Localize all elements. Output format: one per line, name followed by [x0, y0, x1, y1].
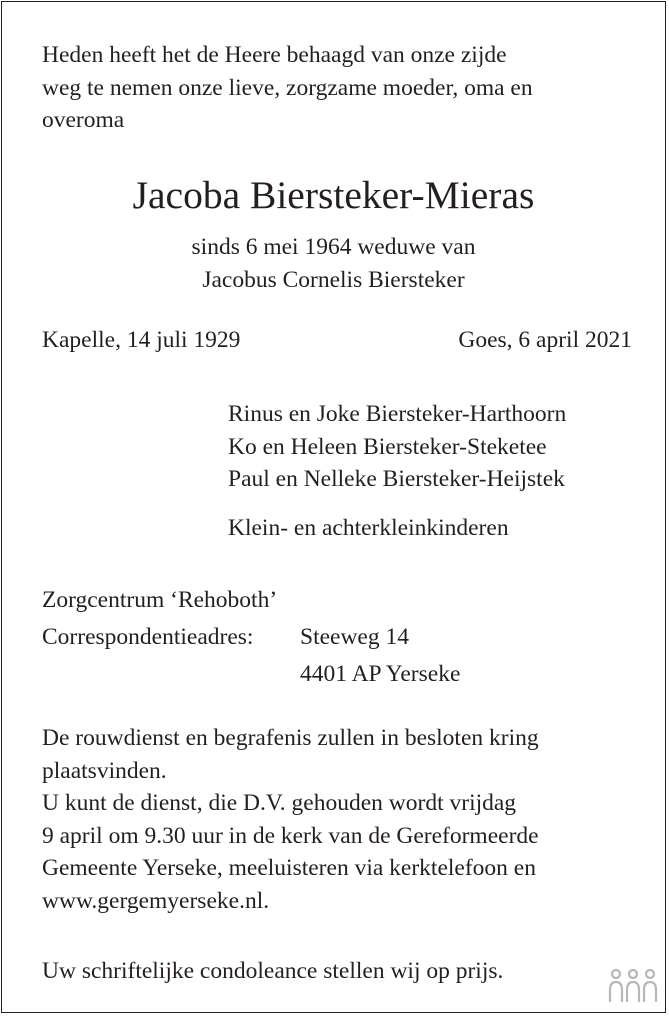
address-row	[42, 621, 642, 658]
service-line-4: 9 april om 9.30 uur in de kerk van de Gereformeerde	[42, 822, 539, 849]
widow-text	[2, 231, 665, 296]
address-label: Correspondentieadres:	[42, 624, 254, 650]
widow-line-1: sinds 6 mei 1964 weduwe van	[191, 234, 476, 260]
address-city: 4401 AP Yerseke	[300, 661, 461, 687]
closing-text: Uw schriftelijke condoleance stellen wij op prijs.	[42, 958, 504, 984]
service-line-2: plaatsvinden.	[42, 757, 167, 784]
care-home: Zorgcentrum ‘Rehoboth’	[42, 587, 278, 613]
intro-text	[42, 39, 632, 137]
obituary-card	[1, 1, 666, 1013]
care-home-row	[42, 584, 642, 621]
grandchildren-text: Klein- en achterkleinkinderen	[228, 515, 509, 541]
family-list	[228, 398, 648, 496]
service-text	[42, 722, 642, 917]
death-date: Goes, 6 april 2021	[458, 327, 632, 353]
intro-line-3: overoma	[42, 107, 125, 133]
intro-line-1: Heden heeft het de Heere behaagd van onze zijde	[42, 42, 507, 68]
address-block	[42, 584, 642, 695]
address-city-row	[42, 658, 642, 695]
family-member-2: Ko en Heleen Biersteker-Steketee	[228, 433, 547, 460]
birth-date: Kapelle, 14 juli 1929	[42, 327, 241, 353]
service-line-3: U kunt de dienst, die D.V. gehouden wordt vrijdag	[42, 790, 517, 816]
deceased-name: Jacoba Biersteker-Mieras	[132, 173, 535, 217]
intro-line-2: weg te nemen onze lieve, zorgzame moeder, oma en	[42, 74, 533, 101]
service-line-1: De rouwdienst en begrafenis zullen in besloten kring	[42, 725, 539, 751]
family-member-3: Paul en Nelleke Biersteker-Heijstek	[228, 466, 565, 492]
family-member-1: Rinus en Joke Biersteker-Harthoorn	[228, 401, 567, 427]
people-group-icon	[607, 968, 659, 1004]
service-line-6: www.gergemyerseke.nl.	[42, 887, 270, 914]
service-line-5: Gemeente Yerseke, meeluisteren via kerktelefoon en	[42, 855, 536, 881]
widow-line-2: Jacobus Cornelis Biersteker	[202, 266, 465, 293]
address-street: Steeweg 14	[300, 624, 409, 650]
